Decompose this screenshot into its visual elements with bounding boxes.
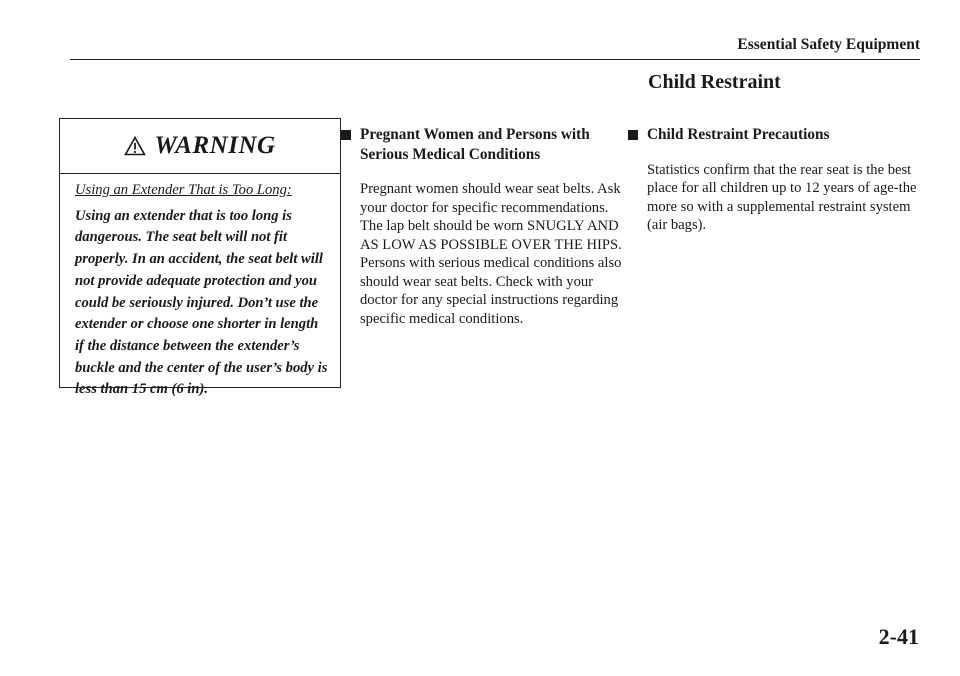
- precautions-body: Statistics confirm that the rear seat is the best place for all children up to 12 years of age-the more so with a supplemental restraint system (air bags).: [647, 161, 917, 233]
- running-header: Essential Safety Equipment: [737, 36, 920, 53]
- warning-box: [59, 118, 341, 398]
- warning-header: [60, 119, 340, 174]
- section-title: Child Restraint: [648, 71, 781, 93]
- warning-label: WARNING: [154, 132, 276, 159]
- header-divider: [70, 59, 920, 60]
- bullet-square-icon: [628, 130, 638, 140]
- warning-body: [60, 174, 340, 401]
- bullet-square-icon: [341, 130, 351, 140]
- pregnant-heading-text: Pregnant Women and Persons with Serious Medical Conditions: [360, 126, 590, 163]
- warning-subtitle: Using an Extender That is Too Long:: [75, 182, 292, 198]
- page-number: 2-41: [878, 624, 919, 649]
- precautions-heading: [628, 125, 928, 145]
- warning-text: Using an extender that is too long is dangerous. The seat belt will not fit properly. In an accident, the seat belt will not provide adequate protection and you could be seriously injured. Don’t use the extender or choose one shorter in length if the distance between the extender’s buckle and the center of the user’s body is less than 15 cm (6 in).: [75, 207, 328, 398]
- warning-triangle-icon: [124, 136, 146, 156]
- pregnant-women-section: [341, 125, 633, 328]
- pregnant-body: Pregnant women should wear seat belts. Ask your doctor for specific recommendations. The lap belt should be worn SNUGLY AND AS LOW AS POSSIBLE OVER THE HIPS. Persons with serious medical conditions also should wear seat belts. Check with your doctor for any special instructions regarding specific medical conditions.: [360, 181, 622, 327]
- precautions-section: [628, 125, 928, 235]
- precautions-heading-text: Child Restraint Precautions: [647, 126, 830, 143]
- pregnant-heading: [341, 125, 633, 164]
